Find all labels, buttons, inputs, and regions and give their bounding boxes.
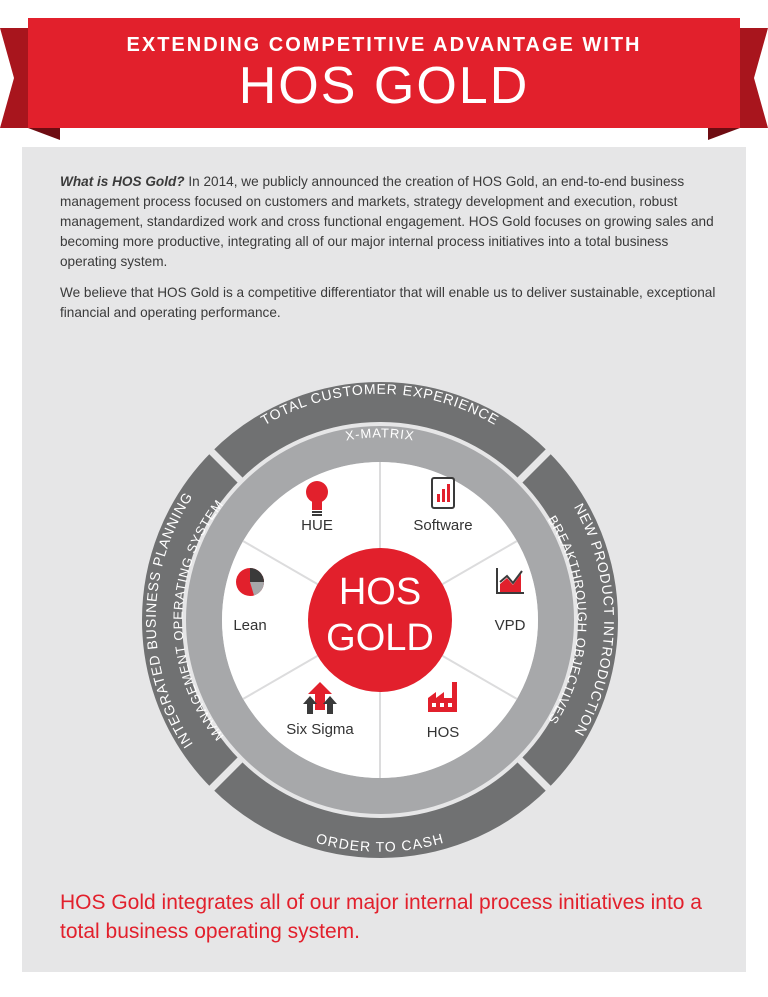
center-title-line2: GOLD — [326, 617, 434, 659]
intro-lead: What is HOS Gold? — [60, 174, 185, 189]
middle-label-top: X-MATRIX — [344, 425, 416, 444]
segment-label-lean: Lean — [233, 617, 267, 634]
intro-paragraph-2: We believe that HOS Gold is a competitive differentiator that will enable us to deliver sustainable, exceptional financial and operating performance. — [60, 285, 716, 320]
segment-label-hue: HUE — [301, 517, 333, 534]
segment-label-vpd: VPD — [494, 617, 526, 634]
outer-label-left: INTEGRATED BUSINESS PLANNING — [142, 488, 196, 752]
middle-label-right: BREAKTHROUGH OBJECTIVES — [544, 512, 590, 728]
segment-label-six-sigma: Six Sigma — [286, 721, 354, 738]
header-title: HOS GOLD — [238, 57, 530, 115]
middle-label-left: MANAGEMENT OPERATING SYSTEM — [170, 496, 227, 744]
footer-statement: HOS Gold integrates all of our major internal process initiatives into a total business operating system. — [60, 891, 702, 943]
header-subtitle: EXTENDING COMPETITIVE ADVANTAGE WITH — [126, 34, 642, 56]
outer-label-top: TOTAL CUSTOMER EXPERIENCE — [257, 380, 502, 429]
intro-text — [60, 172, 720, 334]
intro-paragraph-1 — [60, 172, 720, 272]
segment-label-software: Software — [413, 517, 473, 534]
outer-label-bottom: ORDER TO CASH — [314, 829, 446, 855]
center-title-line1: HOS — [338, 571, 422, 613]
intro-paragraph-1-body: In 2014, we publicly announced the creation of HOS Gold, an end-to-end business management process focused on customers and markets, strategy development and execution, robust management, standardized work and cross functional engagement. HOS Gold focuses on growing sales and becoming more productive, integrating all of our major internal process initiatives into a total business operating system. — [60, 174, 714, 269]
pie-chart-icon — [236, 568, 264, 596]
hos-gold-diagram — [120, 360, 640, 885]
segment-label-hos: HOS — [426, 724, 460, 741]
outer-label-right: NEW PRODUCT INTRODUCTION — [571, 500, 618, 740]
header-banner — [0, 0, 768, 140]
diagram-svg — [120, 360, 640, 880]
